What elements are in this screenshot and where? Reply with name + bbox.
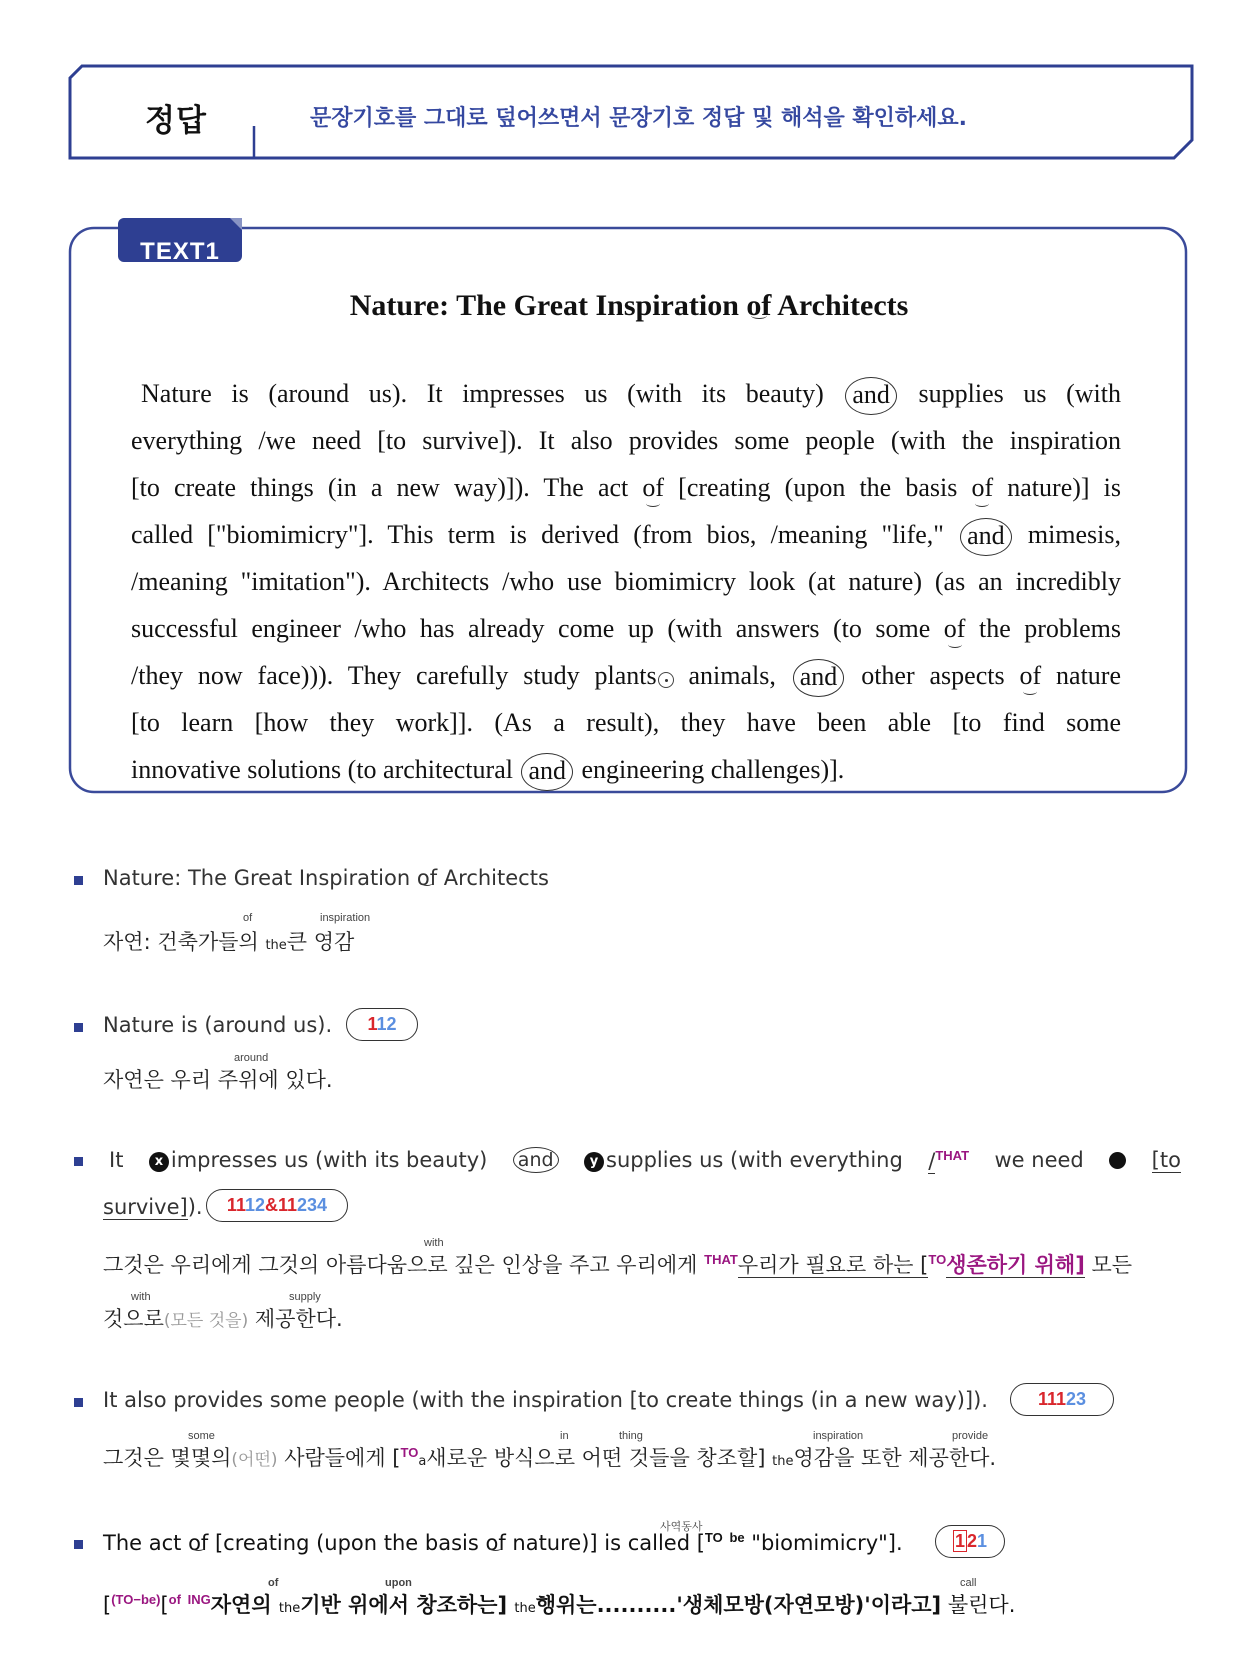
item3-sup-supply: supply	[289, 1291, 321, 1303]
item4-english: It also provides some people (with the inspiration [to create things (in a new way)]).	[103, 1388, 988, 1412]
bullet-icon	[74, 1398, 83, 1407]
x-marker-icon: x	[149, 1152, 169, 1172]
and-circle: and	[793, 659, 845, 697]
and-circle: and	[513, 1147, 559, 1173]
answer-instruction: 문장기호를 그대로 덮어쓰면서 문장기호 정답 및 해석을 확인하세요.	[310, 106, 968, 131]
passage-line: Nature is (around us). It impresses us (with its beauty) and supplies us (with	[131, 370, 1121, 417]
passage-line: /meaning "imitation"). Architects /who use biomimicry look (at nature) (as an incredibly	[131, 567, 1121, 596]
item4-sup-inspiration: inspiration	[813, 1430, 864, 1442]
item1-sup-inspiration: inspiration	[320, 912, 371, 924]
item3-sup-with: with	[424, 1237, 444, 1249]
item3-korean-line1: 그것은 우리에게 그것의 아름다움으로 깊은 인상을 주고 우리에게 $^{THAT}$우리가 필요로 하는 [$^{TO}$생존하기 위해] 모든	[103, 1252, 1133, 1277]
item3-sup-with2: with	[131, 1291, 151, 1303]
bullet-icon	[74, 876, 83, 885]
item3-english-line1: It x impresses us (with its beauty) and y supplies us (with everything /$^{THAT}$ we need [to	[109, 1147, 1181, 1173]
text-tab-label: TEXT1	[140, 238, 220, 265]
item3-structure-badge: 1112&11234	[206, 1189, 348, 1222]
passage-line: [to create things (in a new way)]). The act of [creating (upon the basis of nature)] is	[131, 464, 1121, 511]
answer-title: 정답	[145, 103, 207, 139]
item5-sup-call: call	[960, 1577, 977, 1589]
item5-structure-badge: 1 21	[935, 1525, 1005, 1558]
black-dot-icon	[1109, 1152, 1126, 1169]
item4-sup-provide: provide	[952, 1430, 989, 1442]
y-marker-icon: y	[584, 1152, 604, 1172]
passage-line: successful engineer /who has already come up (with answers (to some of the problems	[131, 605, 1121, 652]
bullet-icon	[74, 1157, 83, 1166]
item2-structure-badge: 112	[346, 1008, 418, 1041]
item4-sup-thing: thing	[619, 1430, 643, 1442]
item4-korean: 그것은 몇몇의(어떤) 사람들에게 [$^{TO}$a새로운 방식으로 어떤 것들을 창조할] the영감을 또한 제공한다.	[103, 1445, 997, 1470]
item2-english: Nature is (around us).	[103, 1013, 333, 1037]
item1-korean: 자연: 건축가들의 the큰 영감	[103, 930, 355, 954]
and-circle: and	[845, 377, 897, 415]
item5-english: The act of [creating (upon the basis of nature)] is called [$^{TO}$ $^{be}$ "biomimicry"].	[103, 1530, 903, 1555]
item5-korean: [$^{(TO-be)}$[$^{of}$ $^{ING}$자연의 the기반 위에서 창조하는] the행위는..........'생체모방(자연모방)'이라고] 불린다.	[103, 1592, 1016, 1617]
passage-line: [to learn [how they work]]. (As a result), they have been able [to find some	[131, 708, 1121, 737]
passage-line: called ["biomimicry"]. This term is derived (from bios, /meaning "life," and mimesis,	[131, 511, 1121, 558]
item4-sup-in: in	[560, 1430, 569, 1442]
item3-korean-line2: 것으로(모든 것을) 제공한다.	[103, 1307, 343, 1331]
passage-body	[131, 370, 1121, 793]
item2-sup-around: around	[234, 1052, 269, 1064]
passage-title: Nature: The Great Inspiration of Architects	[349, 289, 909, 322]
passage-line: innovative solutions (to architectural and engineering challenges)].	[131, 746, 1121, 793]
comma-circle-icon	[658, 672, 674, 688]
item3-english-line2: survive]).	[103, 1195, 203, 1219]
item5-sup-of: of	[268, 1577, 279, 1589]
item4-sup-some: some	[188, 1430, 215, 1442]
passage-line: /they now face))). They carefully study plants animals, and other aspects of nature	[131, 652, 1121, 699]
item4-structure-badge: 11123	[1010, 1383, 1114, 1416]
and-circle: and	[521, 753, 573, 791]
and-circle: and	[960, 518, 1012, 556]
item1-sup-of: of	[243, 912, 253, 924]
bullet-icon	[74, 1540, 83, 1549]
item2-korean: 자연은 우리 주위에 있다.	[103, 1068, 333, 1092]
item1-english: Nature: The Great Inspiration of Architects	[103, 866, 549, 890]
item5-sup-upon: upon	[385, 1577, 412, 1589]
item5-sup-causative: 사역동사	[660, 1521, 703, 1533]
passage-line: everything /we need [to survive]). It also provides some people (with the inspiration	[131, 426, 1121, 455]
bullet-icon	[74, 1023, 83, 1032]
